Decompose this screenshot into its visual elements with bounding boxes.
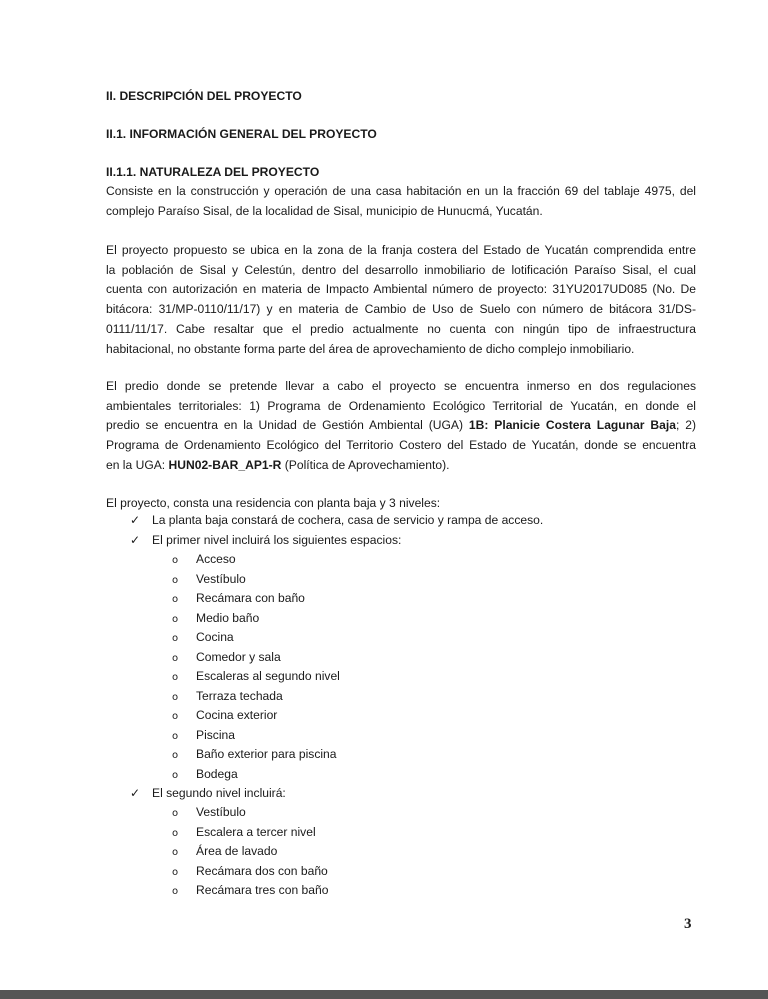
paragraph-regulaciones xyxy=(106,377,696,476)
paragraph-line: Consiste en la construcción y operación de una casa habitación en un la fracción 69 del tablaje 4975, del xyxy=(106,184,696,198)
circle-bullet-icon: o xyxy=(172,808,179,819)
paragraph-line: cuenta con autorización en materia de Impacto Ambiental número de proyecto: 31YU2017UD085 (No. De xyxy=(106,282,696,297)
subsection-heading: II.1. INFORMACIÓN GENERAL DEL PROYECTO xyxy=(106,127,377,141)
check-item-segundo-nivel xyxy=(130,786,286,800)
uga-name: 1B: Planicie Costera Lagunar Baja xyxy=(468,418,676,433)
paragraph-line: habitacional, no obstante forma parte del área de aprovechamiento de dicho complejo inmobiliario. xyxy=(106,341,635,356)
list-item xyxy=(172,747,337,761)
circle-bullet-icon: o xyxy=(172,827,179,839)
circle-bullet-icon: o xyxy=(172,730,179,742)
list-item-label: Cocina xyxy=(196,630,234,644)
list-item-label: Recámara tres con baño xyxy=(196,883,329,897)
list-item xyxy=(172,611,259,625)
circle-bullet-icon: o xyxy=(172,866,179,878)
paragraph-line xyxy=(106,416,696,436)
uga-text: en la UGA: xyxy=(106,457,169,472)
list-item-label: Comedor y sala xyxy=(196,649,281,664)
uga-code: HUN02-BAR_AP1-R xyxy=(168,457,282,472)
list-item-label: Vestíbulo xyxy=(196,805,246,819)
paragraph-naturaleza xyxy=(106,182,696,221)
list-item xyxy=(172,689,283,703)
section-heading: II. DESCRIPCIÓN DEL PROYECTO xyxy=(106,89,302,103)
list-item xyxy=(172,864,328,878)
list-item xyxy=(172,669,340,683)
circle-bullet-icon: o xyxy=(172,691,179,703)
check-item-label: El segundo nivel incluirá: xyxy=(152,786,286,800)
list-item-label: Escalera a tercer nivel xyxy=(196,824,316,839)
uga-suffix: (Política de Aprovechamiento). xyxy=(281,457,450,472)
list-item-label: Bodega xyxy=(196,766,238,781)
checkmark-icon: ✓ xyxy=(130,513,141,527)
circle-bullet-icon: o xyxy=(172,672,179,683)
paragraph-line: 0111/11/17. Cabe resaltar que el predio actualmente no cuenta con ningún tipo de infraestructura xyxy=(106,321,696,336)
circle-bullet-icon: o xyxy=(172,633,179,644)
viewer-bottom-bar xyxy=(0,990,768,999)
list-item-label: Baño exterior para piscina xyxy=(196,747,337,761)
list-item xyxy=(172,825,316,839)
list-item-label: Piscina xyxy=(196,727,235,742)
circle-bullet-icon: o xyxy=(172,711,179,722)
uga-suffix: ; 2) xyxy=(675,418,696,433)
list-item-label: Área de lavado xyxy=(196,844,278,858)
list-item xyxy=(172,883,328,897)
list-item-label: Vestíbulo xyxy=(196,571,246,586)
circle-bullet-icon: o xyxy=(172,769,179,781)
paragraph-line: ambientales territoriales: 1) Programa de Ordenamiento Ecológico Territorial de Yucatán, en donde el xyxy=(106,398,696,413)
paragraph-ubicacion xyxy=(106,241,696,359)
list-item xyxy=(172,591,305,605)
list-item-label: Medio baño xyxy=(196,610,260,625)
list-item xyxy=(172,805,246,819)
circle-bullet-icon: o xyxy=(172,886,179,897)
uga-text: predio se encuentra en la Unidad de Gestión Ambiental (UGA) xyxy=(106,418,469,433)
list-item xyxy=(172,708,277,722)
paragraph-line: bitácora: 31/MP-0110/11/17) y en materia de Cambio de Uso de Suelo con número de bitácora 31/DS- xyxy=(106,302,696,317)
paragraph-line: El predio donde se pretende llevar a cabo el proyecto se encuentra inmerso en dos regulaciones xyxy=(106,379,696,393)
check-item-planta-baja xyxy=(130,513,543,527)
list-item xyxy=(172,630,234,644)
circle-bullet-icon: o xyxy=(172,574,179,586)
checkmark-icon: ✓ xyxy=(130,533,141,547)
paragraph-intro xyxy=(106,494,696,514)
paragraph-line: Programa de Ordenamiento Ecológico del Territorio Costero del Estado de Yucatán, donde se encuentra xyxy=(106,438,696,453)
list-item xyxy=(172,728,235,742)
list-item-label: Cocina exterior xyxy=(196,708,278,722)
subsubsection-heading: II.1.1. NATURALEZA DEL PROYECTO xyxy=(106,165,320,179)
paragraph-line: El proyecto propuesto se ubica en la zona de la franja costera del Estado de Yucatán comprendida entre xyxy=(106,243,696,257)
list-item xyxy=(172,844,277,858)
paragraph-line xyxy=(106,456,696,476)
circle-bullet-icon: o xyxy=(172,555,179,566)
list-item-label: Recámara dos con baño xyxy=(196,863,328,878)
list-item-label: Recámara con baño xyxy=(196,591,305,605)
list-item-label: Acceso xyxy=(196,552,236,566)
circle-bullet-icon: o xyxy=(172,652,179,664)
check-item-primer-nivel xyxy=(130,533,401,547)
paragraph-line: complejo Paraíso Sisal, de la localidad de Sisal, municipio de Hunucmá, Yucatán. xyxy=(106,203,543,218)
list-item xyxy=(172,767,238,781)
check-item-label: El primer nivel incluirá los siguientes espacios: xyxy=(152,533,402,547)
list-item-label: Terraza techada xyxy=(196,688,283,703)
list-item xyxy=(172,552,236,566)
circle-bullet-icon: o xyxy=(172,613,179,625)
circle-bullet-icon: o xyxy=(172,847,179,858)
checkmark-icon: ✓ xyxy=(130,786,141,800)
paragraph-line: la población de Sisal y Celestún, dentro del desarrollo inmobiliario de lotificación Paraíso Sisal, el cual xyxy=(106,262,696,277)
paragraph-line: El proyecto, consta una residencia con planta baja y 3 niveles: xyxy=(106,496,441,510)
list-item xyxy=(172,572,246,586)
check-item-label: La planta baja constará de cochera, casa de servicio y rampa de acceso. xyxy=(152,513,544,527)
list-item xyxy=(172,650,281,664)
circle-bullet-icon: o xyxy=(172,750,179,761)
page-number: 3 xyxy=(684,916,692,932)
circle-bullet-icon: o xyxy=(172,594,179,605)
list-item-label: Escaleras al segundo nivel xyxy=(196,669,340,683)
